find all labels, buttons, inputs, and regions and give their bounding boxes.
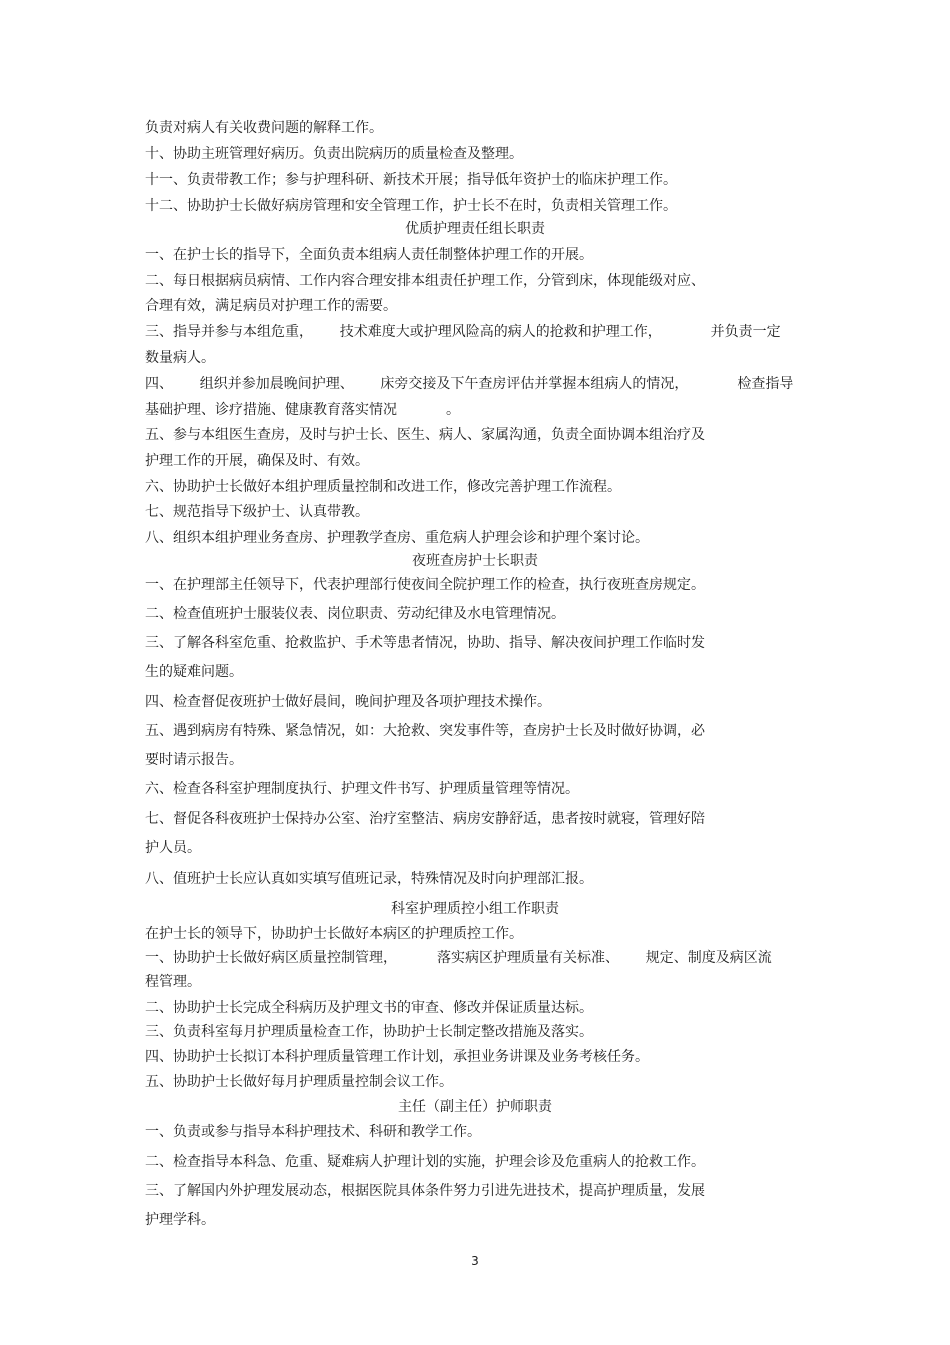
paragraph-line: 八、值班护士长应认真如实填写值班记录，特殊情况及时向护理部汇报。: [145, 871, 593, 887]
section-heading: 夜班查房护士长职责: [412, 553, 538, 569]
paragraph-line: 一、负责或参与指导本科护理技术、科研和教学工作。: [145, 1124, 481, 1140]
paragraph-line: 二、每日根据病员病情、工作内容合理安排本组责任护理工作，分管到床，体现能级对应、: [145, 273, 705, 289]
paragraph-line: 三、指导并参与本组危重， 技术难度大或护理风险高的病人的抢救和护理工作， 并负责一定: [145, 324, 781, 340]
section-heading: 优质护理责任组长职责: [405, 221, 545, 237]
paragraph-line: 八、组织本组护理业务查房、护理教学查房、重危病人护理会诊和护理个案讨论。: [145, 530, 649, 546]
paragraph-line: 六、检查各科室护理制度执行、护理文件书写、护理质量管理等情况。: [145, 781, 579, 797]
paragraph-line: 十一、负责带教工作；参与护理科研、新技术开展；指导低年资护士的临床护理工作。: [145, 172, 677, 188]
paragraph-line: 四、 组织并参加晨晚间护理、 床旁交接及下午查房评估并掌握本组病人的情况， 检查指导: [145, 376, 794, 392]
paragraph-line: 数量病人。: [145, 350, 215, 366]
paragraph-line: 负责对病人有关收费问题的解释工作。: [145, 120, 383, 136]
paragraph-line: 十二、协助护士长做好病房管理和安全管理工作，护士长不在时，负责相关管理工作。: [145, 198, 677, 214]
paragraph-line: 五、协助护士长做好每月护理质量控制会议工作。: [145, 1074, 453, 1090]
paragraph-line: 二、协助护士长完成全科病历及护理文书的审查、修改并保证质量达标。: [145, 1000, 593, 1016]
paragraph-line: 三、了解国内外护理发展动态，根据医院具体条件努力引进先进技术，提高护理质量，发展: [145, 1183, 705, 1199]
section-heading: 主任（副主任）护师职责: [398, 1099, 552, 1115]
section-heading: 科室护理质控小组工作职责: [391, 901, 559, 917]
paragraph-line: 七、督促各科夜班护士保持办公室、治疗室整洁、病房安静舒适，患者按时就寝，管理好陪: [145, 811, 705, 827]
paragraph-line: 程管理。: [145, 974, 201, 990]
paragraph-line: 护理工作的开展，确保及时、有效。: [145, 453, 369, 469]
paragraph-line: 二、检查指导本科急、危重、疑难病人护理计划的实施，护理会诊及危重病人的抢救工作。: [145, 1154, 705, 1170]
paragraph-line: 五、参与本组医生查房，及时与护士长、医生、病人、家属沟通，负责全面协调本组治疗及: [145, 427, 705, 443]
paragraph-line: 七、规范指导下级护士、认真带教。: [145, 504, 369, 520]
paragraph-line: 三、负责科室每月护理质量检查工作，协助护士长制定整改措施及落实。: [145, 1024, 593, 1040]
page-number: 3: [471, 1254, 479, 1268]
paragraph-line: 四、检查督促夜班护士做好晨间，晚间护理及各项护理技术操作。: [145, 694, 551, 710]
paragraph-line: 一、在护理部主任领导下，代表护理部行使夜间全院护理工作的检查，执行夜班查房规定。: [145, 577, 705, 593]
paragraph-line: 五、遇到病房有特殊、紧急情况，如：大抢救、突发事件等，查房护士长及时做好协调，必: [145, 723, 705, 739]
paragraph-line: 基础护理、诊疗措施、健康教育落实情况 。: [145, 402, 460, 418]
paragraph-line: 三、了解各科室危重、抢救监护、手术等患者情况，协助、指导、解决夜间护理工作临时发: [145, 635, 705, 651]
paragraph-line: 六、协助护士长做好本组护理质量控制和改进工作，修改完善护理工作流程。: [145, 479, 621, 495]
paragraph-line: 一、在护士长的指导下，全面负责本组病人责任制整体护理工作的开展。: [145, 247, 593, 263]
paragraph-line: 十、协助主班管理好病历。负责出院病历的质量检查及整理。: [145, 146, 523, 162]
paragraph-line: 护理学科。: [145, 1212, 215, 1228]
paragraph-line: 生的疑难问题。: [145, 664, 243, 680]
paragraph-line: 二、检查值班护士服装仪表、岗位职责、劳动纪律及水电管理情况。: [145, 606, 565, 622]
paragraph-line: 护人员。: [145, 840, 201, 856]
paragraph-line: 合理有效，满足病员对护理工作的需要。: [145, 298, 397, 314]
paragraph-line: 要时请示报告。: [145, 752, 243, 768]
paragraph-line: 一、协助护士长做好病区质量控制管理， 落实病区护理质量有关标准、 规定、制度及病区流: [145, 950, 772, 966]
paragraph-line: 四、协助护士长拟订本科护理质量管理工作计划，承担业务讲课及业务考核任务。: [145, 1049, 649, 1065]
paragraph-line: 在护士长的领导下，协助护士长做好本病区的护理质控工作。: [145, 926, 523, 942]
